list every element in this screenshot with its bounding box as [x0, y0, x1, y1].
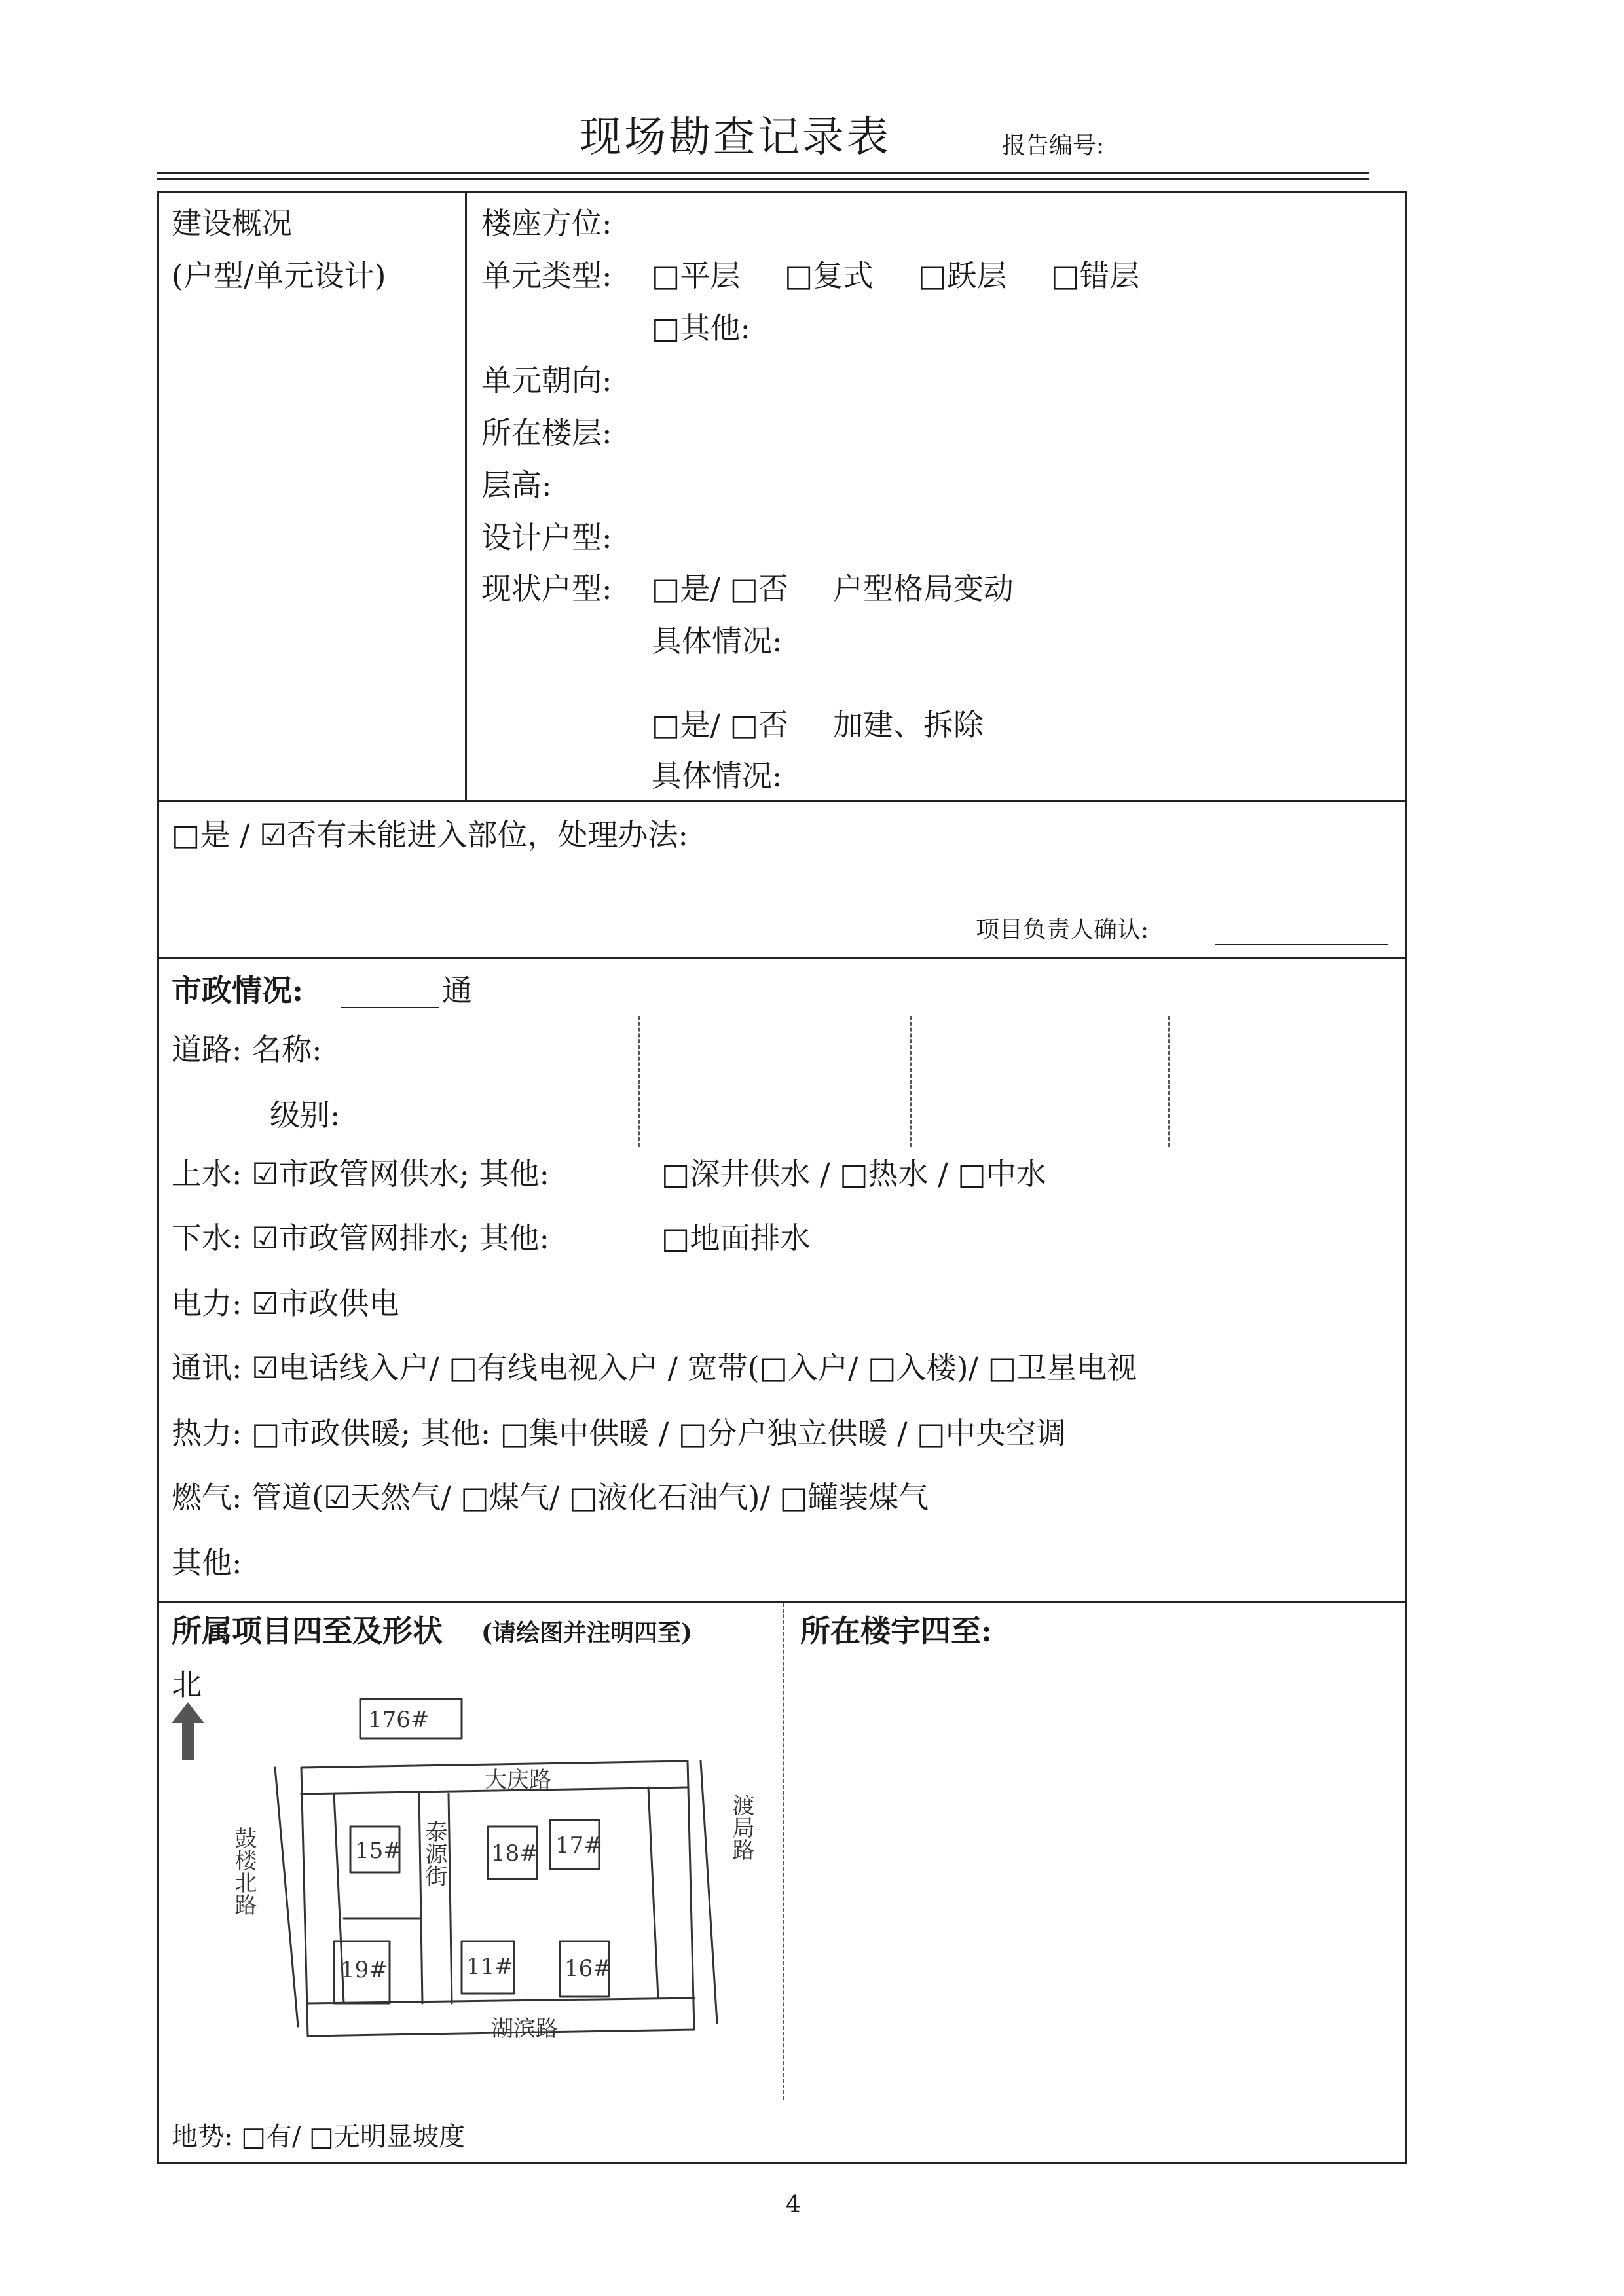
road-column-divider-1 [638, 1016, 640, 1147]
unit-type-option-other[interactable]: □其他: [652, 310, 750, 346]
terrain-row[interactable]: 地势: □有/ □无明显坡度 [172, 2122, 465, 2152]
telecom-row[interactable]: 通讯: ☑电话线入户/ □有线电视入户 / 宽带(□入户/ □入楼)/ □卫星电视 [172, 1350, 1137, 1385]
power-row[interactable]: 电力: ☑市政供电 [172, 1286, 399, 1321]
page-number: 4 [786, 2191, 801, 2218]
other-utilities-label: 其他: [172, 1545, 242, 1580]
road-grade-label: 级别: [270, 1097, 341, 1133]
sketch-top-road-label: 大庆路 [485, 1767, 551, 1793]
current-layout-options[interactable]: □是/ □否 [652, 571, 789, 606]
sketch-building-16: 16# [564, 1956, 612, 1982]
sketch-right-road-label: 渡局路 [728, 1794, 754, 1861]
page-title: 现场勘查记录表 [580, 113, 891, 162]
unit-type-option-split[interactable]: □错层 [1051, 258, 1140, 293]
north-label: 北 [172, 1667, 202, 1702]
inaccessible-area-question[interactable]: □是 / ☑否有未能进入部位，处理办法: [172, 817, 688, 852]
road-column-divider-3 [1168, 1016, 1170, 1147]
road-column-divider-2 [910, 1016, 912, 1147]
building-orientation-label: 楼座方位: [481, 206, 612, 241]
project-boundary-note: (请绘图并注明四至) [481, 1619, 693, 1647]
sketch-middle-road-label: 泰源街 [421, 1820, 447, 1887]
project-lead-confirm-label: 项目负责人确认: [976, 917, 1149, 943]
addition-options[interactable]: □是/ □否 [652, 707, 789, 742]
storey-height-label: 层高: [481, 467, 552, 503]
building-boundary-title: 所在楼宇四至: [800, 1613, 992, 1649]
unit-type-option-flat[interactable]: □平层 [652, 258, 741, 293]
unit-type-option-duplex[interactable]: □复式 [784, 258, 874, 293]
section2-bottom-rule [157, 957, 1407, 959]
addition-demolition-label: 加建、拆除 [833, 707, 984, 742]
header-rule-bottom [157, 178, 1369, 180]
sketch-building-19: 19# [341, 1957, 388, 1983]
drainage-other-options[interactable]: □地面排水 [661, 1220, 811, 1256]
municipal-connect-suffix: 通 [442, 973, 472, 1008]
addition-detail-label: 具体情况: [652, 758, 783, 793]
drainage-row[interactable]: 下水: ☑市政管网排水; 其他: [172, 1220, 549, 1256]
unit-facing-label: 单元朝向: [481, 363, 612, 398]
section4-divider [783, 1603, 784, 2100]
sketch-left-road-label: 鼓楼北路 [231, 1827, 257, 1916]
sketch-bottom-road-label: 湖滨路 [491, 2016, 558, 2042]
unit-type-label: 单元类型: [481, 258, 612, 293]
sketch-top-building-label: 176# [368, 1707, 430, 1733]
municipal-title: 市政情况: [172, 973, 303, 1008]
water-supply-other-options[interactable]: □深井供水 / □热水 / □中水 [661, 1156, 1046, 1192]
layout-change-detail-label: 具体情况: [652, 623, 783, 659]
section1-bottom-rule [157, 800, 1407, 802]
sketch-building-18: 18# [491, 1840, 538, 1867]
site-sketch [229, 1696, 766, 2075]
floor-label: 所在楼层: [481, 415, 612, 450]
sketch-building-15: 15# [355, 1838, 402, 1864]
road-name-label: 道路: 名称: [172, 1032, 322, 1067]
municipal-blank-line[interactable] [341, 1007, 439, 1008]
confirm-signature-line[interactable] [1215, 944, 1388, 945]
construction-overview-title: 建设概况 [172, 206, 292, 241]
layout-change-label: 户型格局变动 [833, 571, 1014, 606]
section3-bottom-rule [157, 1601, 1407, 1603]
construction-overview-subtitle: (户型/单元设计) [172, 258, 386, 293]
section1-divider [465, 191, 467, 801]
design-layout-label: 设计户型: [481, 520, 612, 555]
sketch-building-11: 11# [466, 1954, 513, 1980]
header-rule-top [157, 172, 1369, 174]
water-supply-row[interactable]: 上水: ☑市政管网供水; 其他: [172, 1156, 549, 1192]
sketch-building-17: 17# [555, 1832, 602, 1859]
unit-type-option-loft[interactable]: □跃层 [918, 258, 1007, 293]
north-arrow-icon [172, 1702, 204, 1761]
project-boundary-title: 所属项目四至及形状 [172, 1613, 443, 1649]
gas-row[interactable]: 燃气: 管道(☑天然气/ □煤气/ □液化石油气)/ □罐装煤气 [172, 1480, 929, 1515]
report-number-label: 报告编号: [1002, 132, 1105, 159]
current-layout-label: 现状户型: [481, 571, 612, 606]
heating-row[interactable]: 热力: □市政供暖; 其他: □集中供暖 / □分户独立供暖 / □中央空调 [172, 1415, 1066, 1451]
